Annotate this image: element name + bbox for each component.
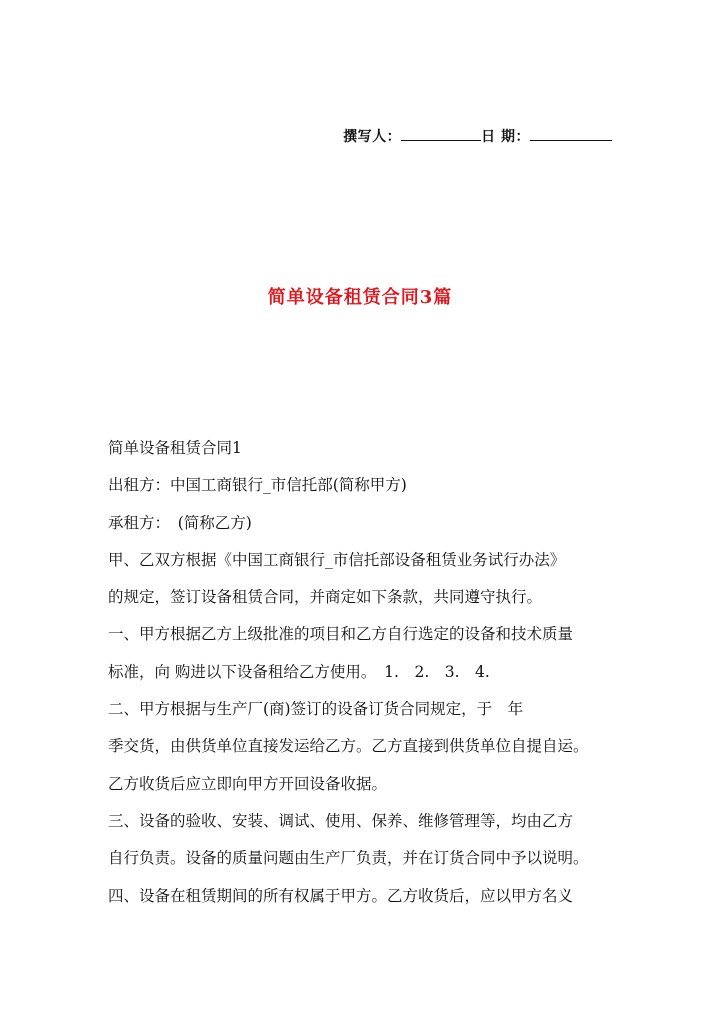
author-date-header: [0, 126, 612, 146]
document-title: 简单设备租赁合同3篇: [267, 287, 453, 308]
body-line: 乙方收货后应立即向甲方开回设备收据。: [108, 774, 388, 793]
body-line: 一、甲方根据乙方上级批准的项目和乙方自行选定的设备和技术质量: [108, 625, 574, 644]
body-line: 三、设备的验收、安装、调试、使用、保养、维修管理等，均由乙方: [108, 811, 574, 830]
document-body: [108, 430, 613, 915]
body-line: 的规定，签订设备租赁合同，并商定如下条款，共同遵守执行。: [108, 588, 543, 607]
body-line: 甲、乙双方根据《中国工商银行_市信托部设备租赁业务试行办法》: [108, 550, 566, 569]
body-line: 自行负责。设备的质量问题由生产厂负责，并在订货合同中予以说明。: [108, 849, 589, 868]
date-label: 日 期：: [481, 129, 530, 145]
body-line: 二、甲方根据与生产厂(商)签订的设备订货合同规定，于 年: [108, 700, 524, 719]
author-blank: [401, 128, 481, 141]
body-line: 简单设备租赁合同1: [108, 439, 242, 457]
date-blank: [530, 128, 612, 141]
author-label: 撰写人：: [343, 129, 402, 145]
body-line: 季交货，由供货单位直接发运给乙方。乙方直接到供货单位自提自运。: [108, 737, 589, 756]
body-line: 承租方： (简称乙方): [108, 513, 252, 532]
body-line: 四、设备在租赁期间的所有权属于甲方。乙方收货后，应以甲方名义: [108, 886, 574, 905]
body-line: 出租方：中国工商银行_市信托部(简称甲方): [108, 476, 407, 495]
body-line: 标准，向 购进以下设备租给乙方使用。 1. 2. 3. 4.: [108, 662, 490, 681]
